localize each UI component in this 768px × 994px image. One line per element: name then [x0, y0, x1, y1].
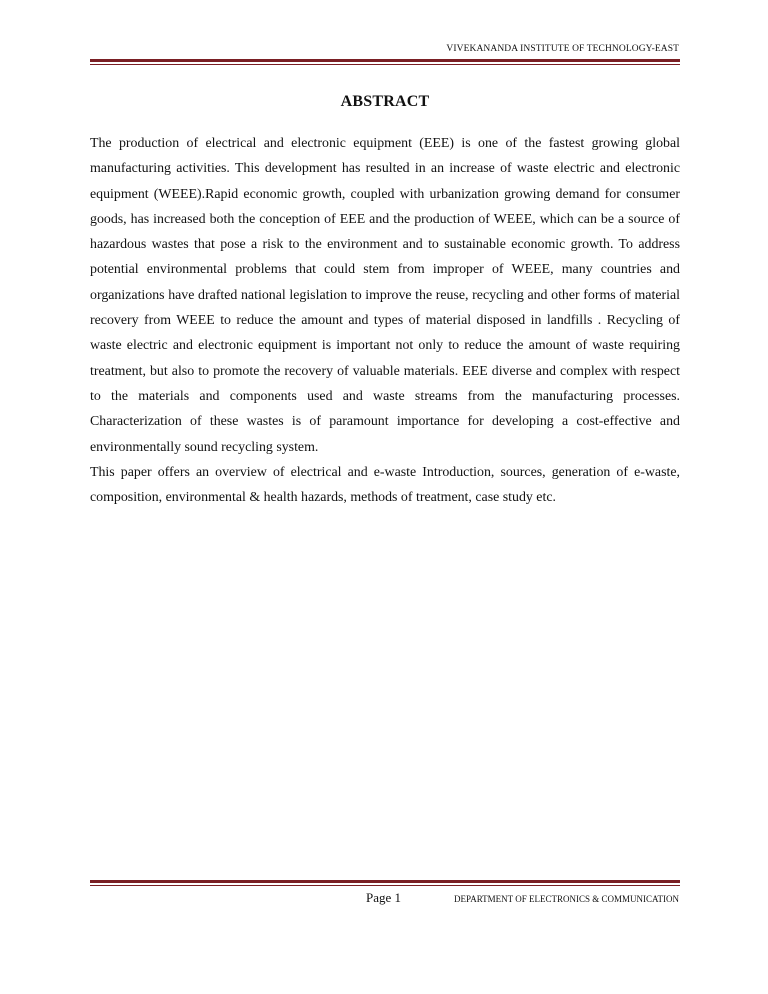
header-rule: [90, 59, 680, 65]
header-rule-thick: [90, 59, 680, 62]
institute-name: VIVEKANANDA INSTITUTE OF TECHNOLOGY-EAST: [446, 44, 679, 54]
abstract-paragraph-2: This paper offers an overview of electrical and e-waste Introduction, sources, generation of e-waste, composition, environmental & health hazards, methods of treatment, case study etc.: [90, 464, 680, 506]
footer-rule-thin: [90, 885, 680, 886]
page-number: Page 1: [366, 890, 402, 905]
page-title: ABSTRACT: [340, 93, 430, 110]
footer-rule: [90, 880, 680, 886]
department-name: DEPARTMENT OF ELECTRONICS & COMMUNICATION: [454, 894, 679, 904]
header-rule-thin: [90, 64, 680, 65]
footer-rule-thick: [90, 880, 680, 883]
abstract-paragraph-1: The production of electrical and electronic equipment (EEE) is one of the fastest growing global manufacturing activities. This development has resulted in an increase of waste electric and electronic equipment (WEEE).Rapid economic growth, coupled with urbanization growing demand for consumer goods, has increased both the conception of EEE and the production of WEEE, which can be a source of hazardous wastes that pose a risk to the environment and to sustainable economic growth. To address potential environmental problems that could stem from improper of WEEE, many countries and organizations have drafted national legislation to improve the reuse, recycling and other forms of material recovery from WEEE to reduce the amount and types of material disposed in landfills . Recycling of waste electric and electronic equipment is important not only to reduce the amount of waste requiring treatment, but also to promote the recovery of valuable materials. EEE diverse and complex with respect to the materials and components used and waste streams from the manufacturing processes. Characterization of these wastes is of paramount importance for developing a cost-effective and environmentally sound recycling system.: [90, 136, 680, 455]
abstract-body: [90, 131, 680, 510]
